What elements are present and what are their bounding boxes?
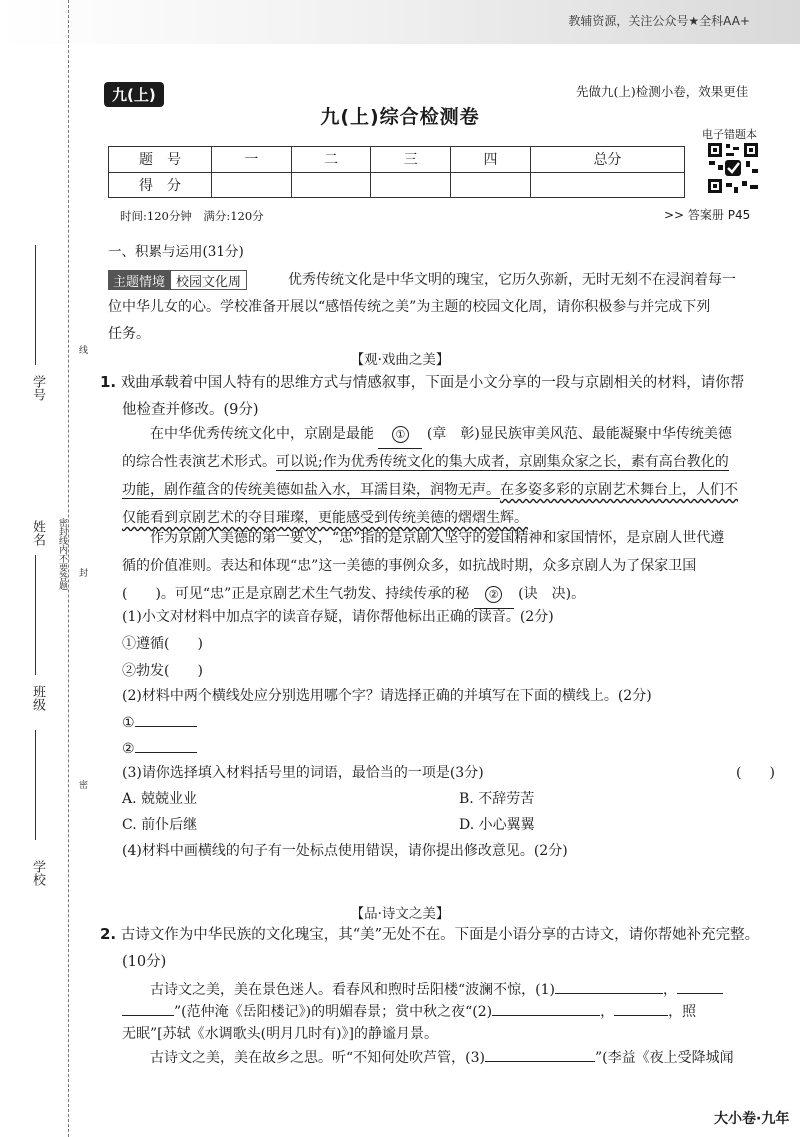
- q1-blank-2[interactable]: [474, 580, 514, 609]
- q1-sub-3: (3)请你选择填入材料括号里的词语，最恰当的一项是(3分): [122, 765, 484, 781]
- q1-sub-2b-row: [122, 738, 197, 757]
- q2-p2b: ，: [600, 1004, 615, 1020]
- score-input-1[interactable]: [212, 172, 292, 198]
- score-table: [108, 146, 685, 198]
- score-input-2[interactable]: [291, 172, 371, 198]
- q1-material-line-3: [122, 476, 794, 504]
- intro-line-2: 位中华儿女的心。学校准备开展以“感悟传统之美”为主题的校园文化周，请你积极参与并完成下列: [108, 299, 711, 315]
- name-line: [35, 555, 36, 675]
- q1-sub-4: (4)材料中画横线的句子有一处标点使用错误，请你提出修改意见。(2分): [122, 843, 568, 859]
- q1-sub-2a-row: [122, 712, 197, 731]
- cell-part-1: 一: [212, 147, 292, 173]
- q1-sub-3-answer-paren[interactable]: ( ): [736, 765, 775, 781]
- q1-option-d[interactable]: D. 小心翼翼: [459, 817, 535, 833]
- label-class: 班级: [30, 685, 45, 711]
- cell-question-label: 题 号: [109, 147, 212, 173]
- q2-p1a: 古诗文之美，美在景色迷人。看春风和煦时岳阳楼“波澜不惊，(1): [150, 982, 555, 998]
- q1-answer-line-1[interactable]: [135, 712, 197, 727]
- cell-part-2: 二: [291, 147, 371, 173]
- q1-stem-line-2: 他检查并修改。(9分): [122, 402, 259, 418]
- q1-m1b: (章 彰)显民族审美风范、最能凝聚中华传统美德: [426, 426, 732, 442]
- score-table-score-row: [109, 172, 685, 198]
- q1-material-line-7: [122, 580, 794, 609]
- q1-wavy-sentence-2: 仅能看到京剧艺术的夺目璀璨，更能感受到传统美德的熠熠生辉。: [122, 510, 528, 526]
- class-line: [35, 730, 36, 840]
- q1-sub-2: (2)材料中两个横线处应分别选用哪个字？请选择正确的并填写在下面的横线上。(2分): [122, 688, 652, 704]
- page-footer: 大小卷·九年: [714, 1111, 790, 1127]
- q1-stem-text-1: 戏曲承载着中国人特有的思维方式与情感叙事，下面是小文分享的一段与京剧相关的材料，请你帮: [120, 375, 745, 391]
- cell-score-label: 得 分: [109, 172, 212, 198]
- seal-mark-seal: 封: [77, 568, 87, 577]
- score-table-header-row: [109, 147, 685, 173]
- q1-stem-line-1: [100, 368, 780, 397]
- qr-code-icon[interactable]: [706, 141, 760, 195]
- theme-tag-1: 主题情境: [108, 270, 170, 290]
- q2-blank-2b[interactable]: [614, 1001, 668, 1016]
- q1-m7a: ( )。可见“忠”正是京剧艺术生气勃发、持续传承的秘: [122, 586, 470, 602]
- q1-underlined-sentence-1: 可以说;作为优秀传统文化的集大成者，京剧集众家之长，素有高台教化的: [276, 454, 729, 470]
- q2-line-4: [150, 1044, 790, 1072]
- q2-p4b: ”(李益《夜上受降城闻: [595, 1050, 734, 1066]
- q1-wavy-sentence-1: 在多姿多彩的京剧艺术舞台上，人们不: [500, 482, 738, 498]
- seal-notice: 密封线内不要答题: [57, 518, 67, 590]
- q1-sub-1: (1)小文对材料中加点字的读音存疑，请你帮他标出正确的读音。(2分): [122, 609, 554, 625]
- q2-blank-1b[interactable]: [677, 979, 723, 994]
- q1-answer-line-2[interactable]: [135, 738, 197, 753]
- page-title: 九(上)综合检测卷: [320, 106, 480, 128]
- q1-option-b[interactable]: B. 不辞劳苦: [459, 791, 535, 807]
- q1-option-a[interactable]: A. 兢兢业业: [122, 791, 198, 807]
- section-1-title: 一、积累与运用(31分): [108, 244, 244, 260]
- q1-blank-1[interactable]: [378, 420, 422, 449]
- q1-material-line-2: [122, 448, 794, 476]
- q2-blank-2a[interactable]: [492, 1001, 600, 1016]
- q2-number: 2.: [100, 925, 117, 943]
- label-name: 姓名: [30, 520, 45, 546]
- intro-line-3: 任务。: [108, 326, 150, 342]
- label-school: 学校: [30, 860, 45, 886]
- cell-part-4: 四: [451, 147, 531, 173]
- q2-blank-3[interactable]: [485, 1047, 595, 1062]
- q1-number: 1.: [100, 373, 117, 391]
- q1-sub-2a: ①: [122, 715, 135, 731]
- q1-material-line-5: 作为京剧人美德的第一要义，“忠”指的是京剧人坚守的爱国精神和家国情怀，是京剧人世代遵: [150, 530, 725, 546]
- seal-mark-line: 线: [77, 345, 87, 354]
- q1-circle-2: ②: [485, 586, 502, 603]
- banner-text: 教辅资源，关注公众号★全科AA+: [568, 14, 750, 28]
- seal-mark-secret: 密: [77, 780, 87, 789]
- q1-sub-1b[interactable]: ②勃发( ): [122, 663, 203, 679]
- q1-material-line-6: 循的价值准则。表达和体现“忠”这一美德的事例众多，如抗战时期，众多京剧人为了保家卫国: [122, 558, 697, 574]
- score-input-4[interactable]: [451, 172, 531, 198]
- qr-label: 电子错题本: [702, 128, 757, 141]
- grade-badge: 九(上): [104, 82, 164, 107]
- q2-p2a: ”(范仲淹《岳阳楼记》)的明媚春景；赏中秋之夜“(2): [174, 1004, 493, 1020]
- tip-text: 先做九(上)检测小卷，效果更佳: [576, 84, 749, 99]
- q1-circle-1: ①: [392, 426, 409, 443]
- theme-tags: [108, 270, 247, 290]
- section-heading-poetry: 【品·诗文之美】: [350, 906, 450, 922]
- q2-p2c: ，照: [668, 1004, 697, 1020]
- q1-sub-1a[interactable]: ①遵循( ): [122, 636, 203, 652]
- q2-stem-line-1: [100, 920, 780, 949]
- q1-material-line-1: [150, 420, 790, 449]
- q1-sub-2b: ②: [122, 741, 135, 757]
- q2-p4a: 古诗文之美，美在故乡之思。听“不知何处吹芦管，(3): [150, 1050, 485, 1066]
- theme-tag-2: 校园文化周: [170, 270, 247, 290]
- q2-stem-text-1: 古诗文作为中华民族的文化瑰宝，其“美”无处不在。下面是小语分享的古诗文，请你帮她补充完整。: [120, 927, 760, 943]
- q1-underlined-sentence-2: 功能，剧作蕴含的传统美德如盐入水，耳濡目染，润物无声。: [122, 482, 500, 498]
- q1-option-c[interactable]: C. 前仆后继: [122, 817, 198, 833]
- q2-stem-line-2: (10分): [122, 954, 167, 970]
- q2-line-3: 无眠”[苏轼《水调歌头(明月几时有)》]的静谧月景。: [122, 1026, 439, 1042]
- label-student-id: 学号: [30, 375, 45, 401]
- q2-p1b: ，: [663, 982, 677, 998]
- section-heading-opera: 【观·戏曲之美】: [350, 352, 450, 368]
- student-id-line: [35, 245, 36, 365]
- exam-meta: 时间:120分钟 满分:120分: [120, 209, 264, 223]
- intro-line-1: 优秀传统文化是中华文明的瑰宝，它历久弥新，无时无刻不在浸润着每一: [288, 272, 736, 288]
- q2-blank-1a[interactable]: [555, 979, 663, 994]
- q1-m7b: (诀 决)。: [518, 586, 586, 602]
- q1-m2a: 的综合性表演艺术形式。: [122, 454, 276, 470]
- cell-total: 总分: [530, 147, 684, 173]
- score-input-total[interactable]: [530, 172, 684, 198]
- q2-blank-1c[interactable]: [122, 1001, 174, 1016]
- cell-part-3: 三: [371, 147, 451, 173]
- q1-m1a: 在中华优秀传统文化中，京剧是最能: [150, 426, 374, 442]
- answer-reference: >> 答案册 P45: [664, 208, 751, 222]
- score-input-3[interactable]: [371, 172, 451, 198]
